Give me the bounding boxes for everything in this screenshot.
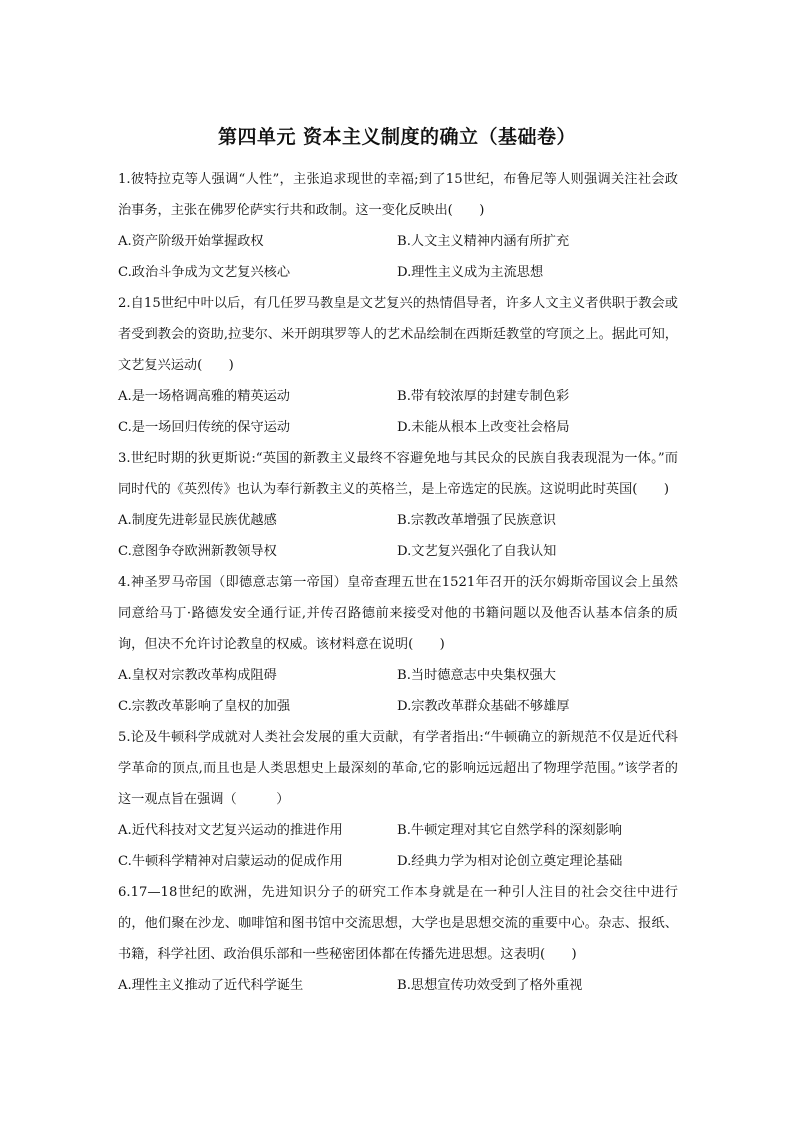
question-6 [118,877,678,1001]
option-b: B.当时德意志中央集权强大 [397,668,556,683]
question-stem: 1.彼特拉克等人强调“人性”，主张追求现世的幸福;到了15世纪，布鲁尼等人则强调关注社会政治事务，主张在佛罗伦萨实行共和政制。这一变化反映出( ) [118,172,678,218]
option-a: A.是一场格调高雅的精英运动 [118,389,290,404]
option-a: A.理性主义推动了近代科学诞生 [118,978,304,993]
option-d: D.宗教改革群众基础不够雄厚 [397,699,570,714]
option-a: A.皇权对宗教改革构成阻碍 [118,668,277,683]
question-3 [118,443,678,567]
question-stem: 6.17—18世纪的欧洲，先进知识分子的研究工作本身就是在一种引人注目的社会交往中进行的，他们聚在沙龙、咖啡馆和图书馆中交流思想，大学也是思想交流的重要中心。杂志、报纸、书籍，科学社团、政治俱乐部和一些秘密团体都在传播先进思想。这表明( ) [118,885,678,962]
option-list [118,381,678,443]
option-list [118,970,678,1001]
question-stem: 3.世纪时期的狄更斯说:“英国的新教主义最终不容避免地与其民众的民族自我表现混为一体。”而同时代的《英烈传》也认为奉行新教主义的英格兰，是上帝选定的民族。这说明此时英国( ) [118,451,678,497]
question-list [118,164,678,1001]
option-d: D.经典力学为相对论创立奠定理论基础 [397,854,623,869]
question-stem: 2.自15世纪中叶以后，有几任罗马教皇是文艺复兴的热情倡导者，许多人文主义者供职于教会或者受到教会的资助,拉斐尔、米开朗琪罗等人的艺术品绘制在西斯廷教堂的穹顶之上。据此可知，文艺复兴运动( ) [118,296,678,373]
option-c: C.牛顿科学精神对启蒙运动的促成作用 [118,854,343,869]
option-a: A.近代科技对文艺复兴运动的推进作用 [118,823,343,838]
question-stem: 5.论及牛顿科学成就对人类社会发展的重大贡献，有学者指出:“牛顿确立的新规范不仅是近代科学革命的顶点,而且也是人类思想史上最深刻的革命,它的影响远远超出了物理学范围。”该学者的这一观点旨在强调（ ） [118,730,678,807]
question-4 [118,567,678,722]
option-list [118,815,678,877]
option-c: C.政治斗争成为文艺复兴核心 [118,265,291,280]
option-d: D.理性主义成为主流思想 [397,265,544,280]
option-d: D.未能从根本上改变社会格局 [397,420,570,435]
option-c: C.宗教改革影响了皇权的加强 [118,699,291,714]
page-title: 第四单元 资本主义制度的确立（基础卷） [217,126,577,148]
option-a: A.制度先进彰显民族优越感 [118,513,277,528]
option-b: B.牛顿定理对其它自然学科的深刻影响 [397,823,622,838]
option-b: B.宗教改革增强了民族意识 [397,513,556,528]
question-stem: 4.神圣罗马帝国（即德意志第一帝国）皇帝查理五世在1521年召开的沃尔姆斯帝国议会上虽然同意给马丁·路德发安全通行证,并传召路德前来接受对他的书籍问题以及他否认基本信条的质询，但决不允许讨论教皇的权威。该材料意在说明( ) [118,575,678,652]
option-c: C.意图争夺欧洲新教领导权 [118,544,277,559]
question-2 [118,288,678,443]
option-b: B.带有较浓厚的封建专制色彩 [397,389,570,404]
option-c: C.是一场回归传统的保守运动 [118,420,291,435]
option-list [118,660,678,722]
option-b: B.人文主义精神内涵有所扩充 [397,234,570,249]
question-1 [118,164,678,288]
question-5 [118,722,678,877]
option-d: D.文艺复兴强化了自我认知 [397,544,557,559]
option-list [118,505,678,567]
option-list [118,226,678,288]
option-b: B.思想宣传功效受到了格外重视 [397,978,583,993]
option-a: A.资产阶级开始掌握政权 [118,234,264,249]
